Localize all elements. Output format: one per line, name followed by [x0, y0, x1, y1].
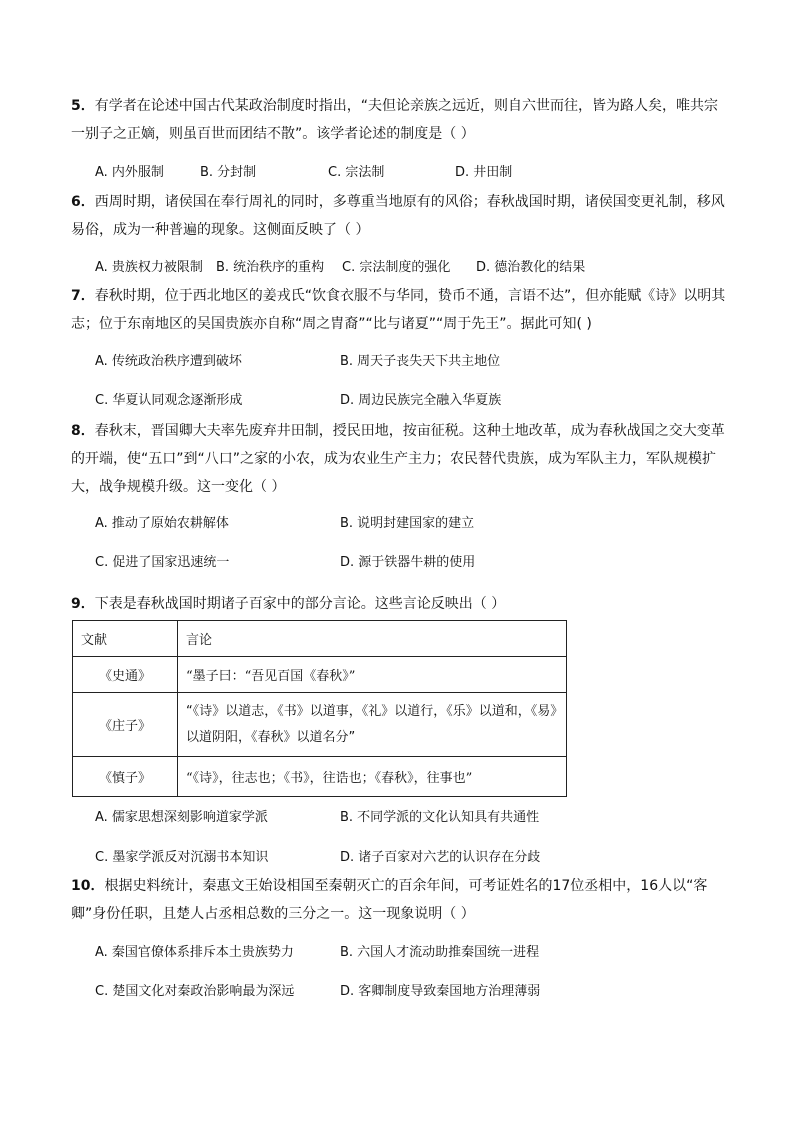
question-stem: 西周时期，诸侯国在奉行周礼的同时，多尊重当地原有的风俗；春秋战国时期，诸侯国变更礼制，移风易俗，成为一种普遍的现象。这侧面反映了（ ）	[71, 194, 725, 238]
question-stem: 有学者在论述中国古代某政治制度时指出，“夫但论亲族之远近，则自六世而往，皆为路人矣，唯共宗一别子之正嫡，则虽百世而团结不散”。该学者论述的制度是（ ）	[71, 98, 719, 142]
question-number: 9．	[71, 596, 95, 612]
question-number: 8．	[71, 423, 95, 439]
question-number: 10．	[71, 878, 105, 894]
table-header: 言论	[178, 621, 567, 657]
table-row	[73, 693, 567, 757]
option-c[interactable]: C. 宗法制度的强化	[342, 260, 451, 275]
option-a[interactable]: A. 秦国官僚体系排斥本土贵族势力	[95, 945, 294, 960]
question-5	[71, 92, 731, 148]
question-8	[71, 417, 731, 501]
question-stem: 春秋末，晋国卿大夫率先废弃井田制，授民田地，按亩征税。这种土地改革，成为春秋战国之交大变革的开端，使“五口”到“八口”之家的小农，成为农业生产主力；农民替代贵族，成为军队主力，军队规模扩大，战争规模升级。这一变化（ ）	[71, 423, 725, 495]
question-stem: 下表是春秋战国时期诸子百家中的部分言论。这些言论反映出（ ）	[94, 596, 506, 612]
option-a[interactable]: A. 儒家思想深刻影响道家学派	[95, 810, 268, 825]
question-9	[71, 590, 731, 618]
option-c[interactable]: C. 墨家学派反对沉溺书本知识	[95, 850, 269, 865]
question-number: 6．	[71, 194, 95, 210]
option-a[interactable]: A. 内外服制	[95, 165, 164, 180]
option-d[interactable]: D. 井田制	[455, 165, 513, 180]
question-10	[71, 872, 731, 928]
option-b[interactable]: B. 分封制	[200, 165, 257, 180]
table-cell: “墨子曰：“吾见百国《春秋》”	[178, 657, 567, 693]
question-stem: 根据史料统计，秦惠文王始设相国至秦朝灭亡的百余年间，可考证姓名的17位丞相中，16人以“客卿”身份任职，且楚人占丞相总数的三分之一。这一现象说明（ ）	[71, 878, 708, 922]
option-a[interactable]: A. 贵族权力被限制	[95, 260, 203, 275]
table-row	[73, 757, 567, 797]
option-b[interactable]: B. 统治秩序的重构	[216, 260, 325, 275]
option-c[interactable]: C. 促进了国家迅速统一	[95, 555, 230, 570]
question-7	[71, 282, 731, 338]
option-b[interactable]: B. 说明封建国家的建立	[340, 516, 475, 531]
table-cell: 《庄子》	[73, 693, 178, 757]
table-cell: “《诗》，往志也；《书》，往诰也；《春秋》，往事也”	[178, 757, 567, 797]
option-d[interactable]: D. 德治教化的结果	[476, 260, 586, 275]
option-a[interactable]: A. 推动了原始农耕解体	[95, 516, 229, 531]
option-b[interactable]: B. 周天子丧失天下共主地位	[340, 354, 501, 369]
option-b[interactable]: B. 六国人才流动助推秦国统一进程	[340, 945, 540, 960]
table-cell: 《史通》	[73, 657, 178, 693]
option-b[interactable]: B. 不同学派的文化认知具有共通性	[340, 810, 540, 825]
table-cell: “《诗》以道志，《书》以道事，《礼》以道行，《乐》以道和，《易》以道阴阳，《春秋》以道名分”	[178, 693, 567, 757]
option-d[interactable]: D. 周边民族完全融入华夏族	[340, 393, 502, 408]
option-d[interactable]: D. 客卿制度导致秦国地方治理薄弱	[340, 984, 541, 999]
question-number: 7．	[71, 288, 95, 304]
option-c[interactable]: C. 华夏认同观念逐渐形成	[95, 393, 243, 408]
option-a[interactable]: A. 传统政治秩序遭到破坏	[95, 354, 242, 369]
option-d[interactable]: D. 源于铁器牛耕的使用	[340, 555, 476, 570]
table-header: 文献	[73, 621, 178, 657]
table-row	[73, 657, 567, 693]
option-d[interactable]: D. 诸子百家对六艺的认识存在分歧	[340, 850, 541, 865]
question-number: 5．	[71, 98, 95, 114]
question-stem: 春秋时期，位于西北地区的姜戎氏“饮食衣服不与华同，贽币不通，言语不达”，但亦能赋《诗》以明其志；位于东南地区的吴国贵族亦自称“周之胄裔”“比与诸夏”“周于先王”。据此可知( )	[71, 288, 726, 332]
table-cell: 《慎子》	[73, 757, 178, 797]
quotes-table	[72, 620, 567, 797]
question-6	[71, 188, 731, 244]
option-c[interactable]: C. 楚国文化对秦政治影响最为深远	[95, 984, 295, 999]
option-c[interactable]: C. 宗法制	[328, 165, 385, 180]
table-header-row	[73, 621, 567, 657]
